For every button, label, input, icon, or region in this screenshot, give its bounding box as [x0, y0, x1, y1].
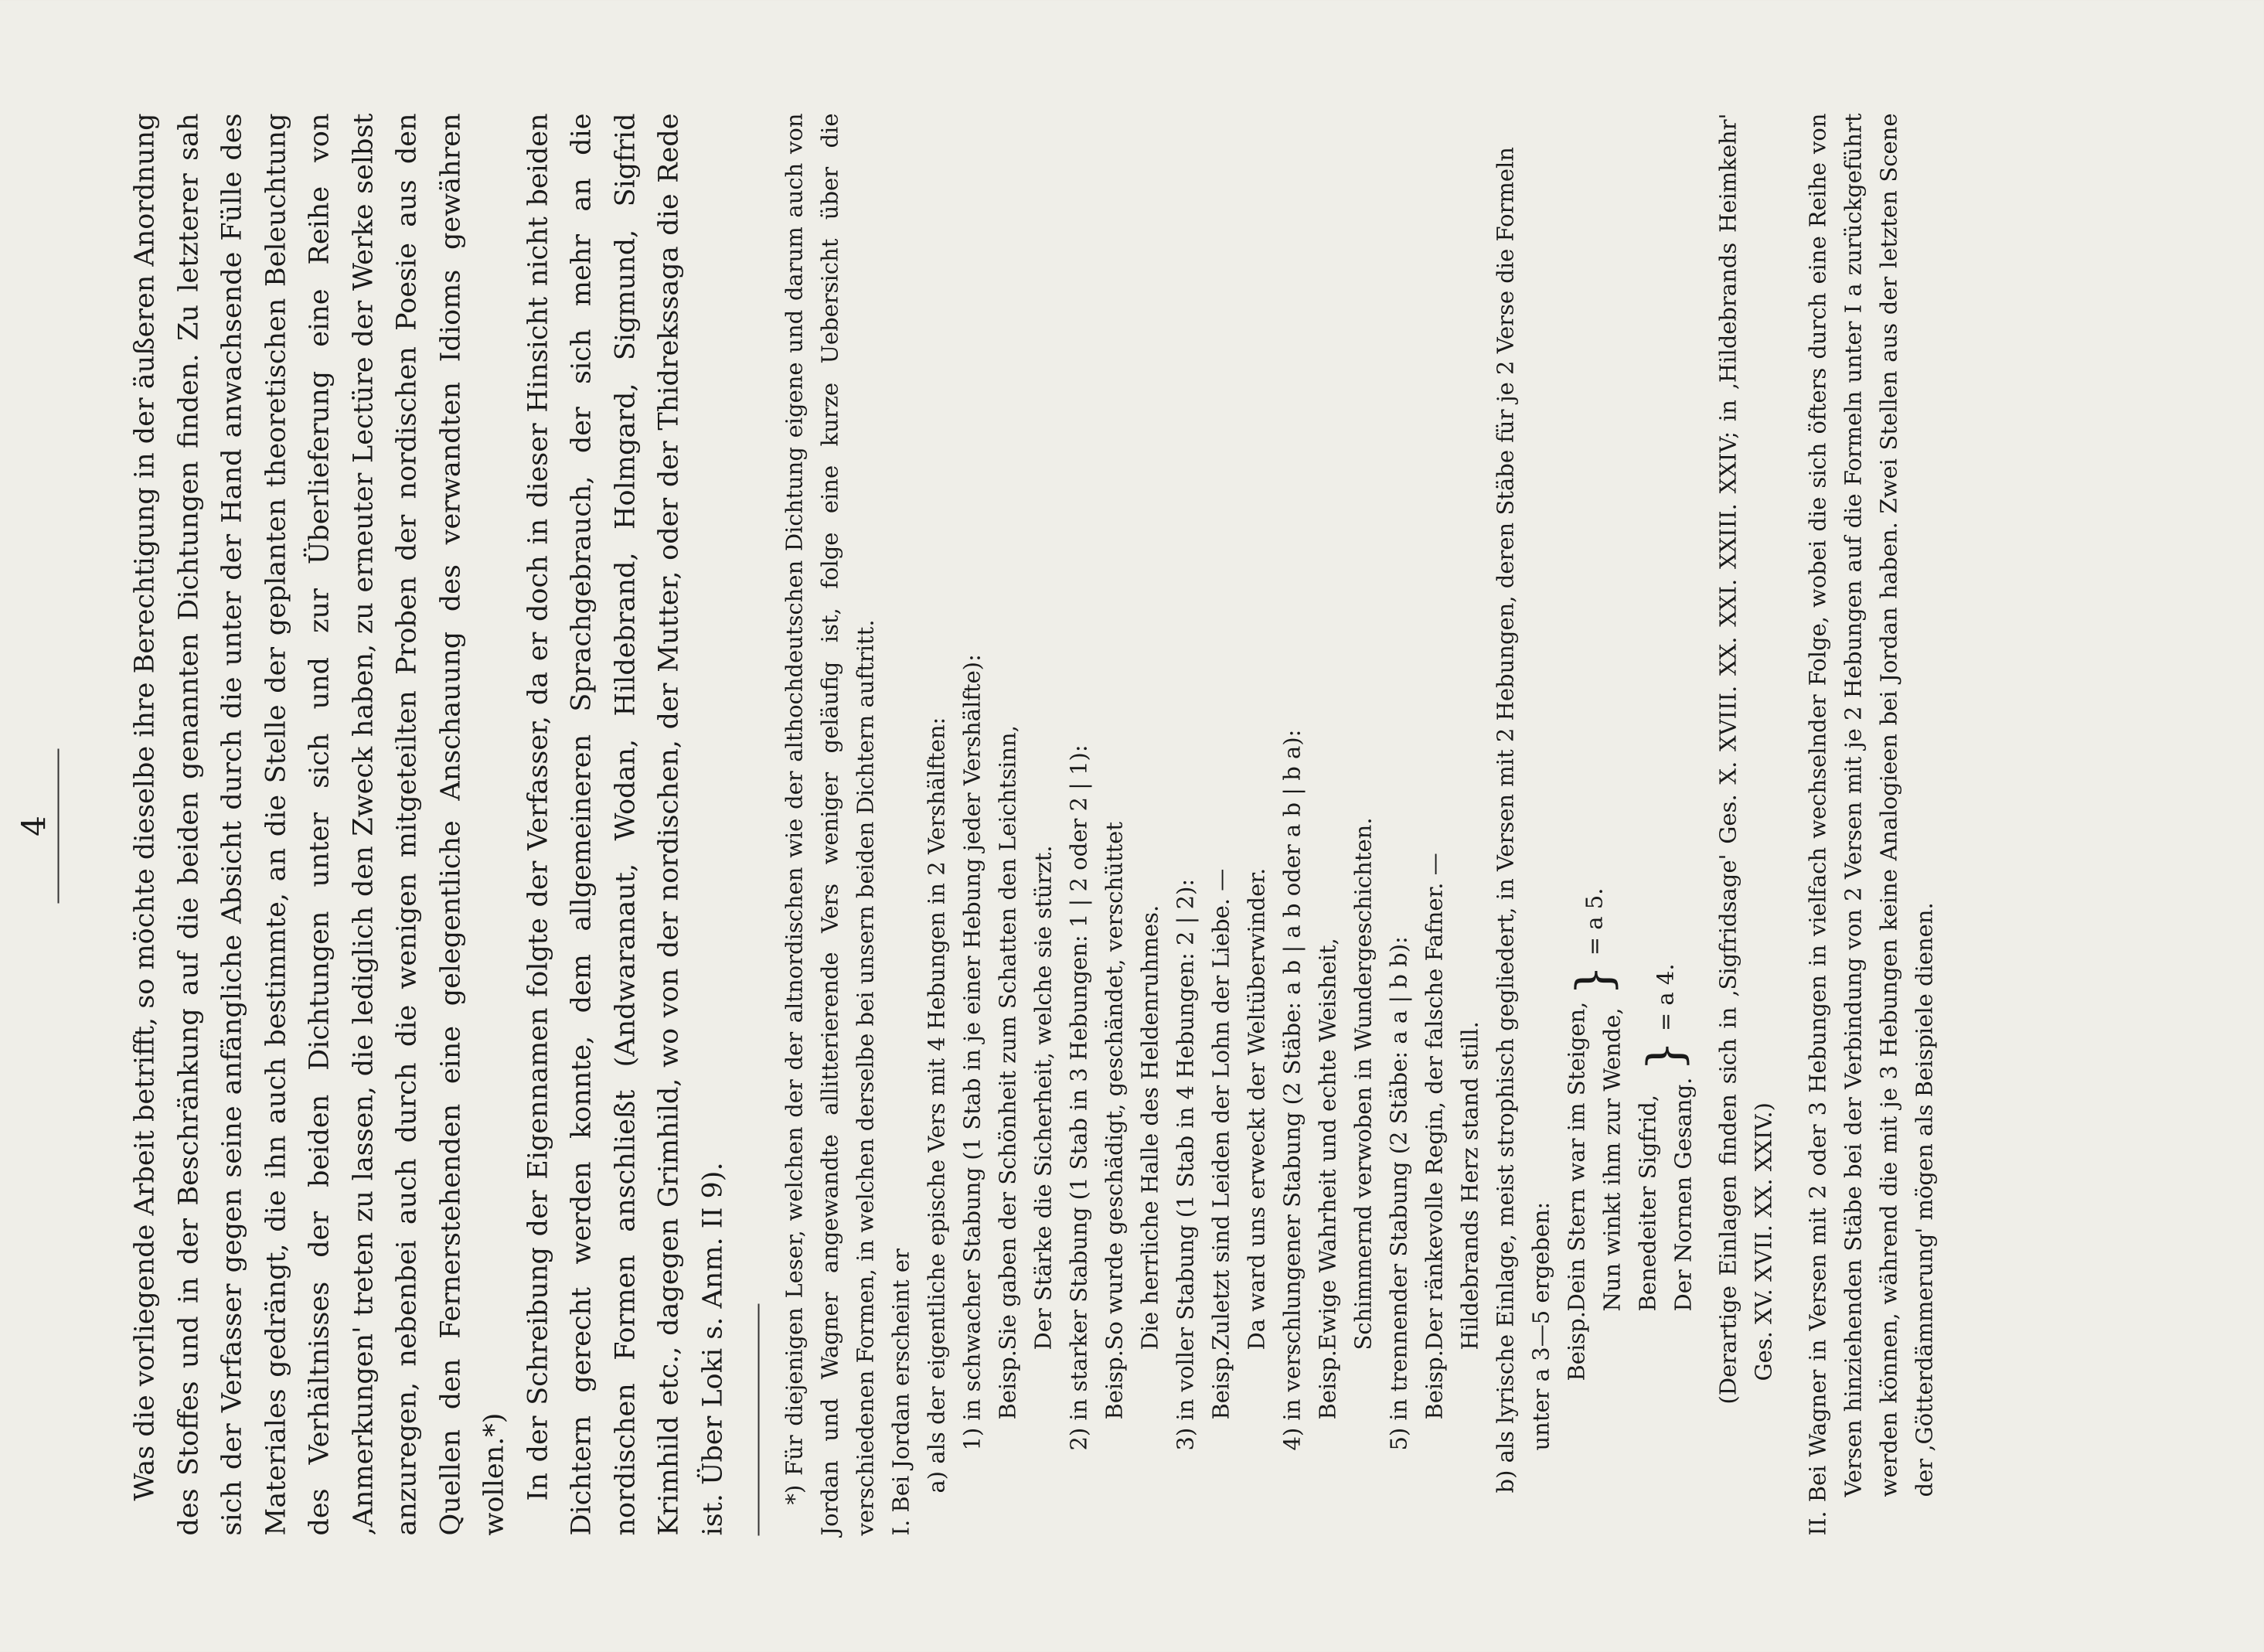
example-label: Beisp.	[1101, 1350, 1128, 1420]
stabung-item	[1381, 114, 1488, 1536]
section-heading: II. Bei Wagner in Versen mit 2 oder 3 Hebungen in vielfach wechselnder Folge, wobei die sich öfters durch eine Reihe von Versen hinziehenden Stäbe bei der Verbindung von 2 Versen mit je 2 Hebungen auf die Formeln unter I a zurückgeführt werden können, während die mit je 3 Hebungen keine Analogieen bei Jordan haben. Zwei Stellen aus der letzten Scene der ‚Götterdämmerung' mögen als Beispiele dienen.	[1804, 113, 1938, 1536]
verse-line: Der ränkevolle Regin, der falsche Fafner. —	[1421, 853, 1448, 1351]
brace-symbol: }	[1636, 1041, 1694, 1071]
example	[1097, 114, 1168, 1451]
verse-line: Benedeiter Sigfrid,	[1634, 1094, 1661, 1312]
footnote	[777, 114, 1942, 1536]
verse-line: Schimmernd verwoben in Wundergeschichten.	[1350, 817, 1377, 1351]
brace-symbol: }	[1565, 965, 1622, 996]
stabung-title: 2) in starker Stabung (1 Stab in 3 Hebungen: 1 | 2 oder 2 | 1):	[1065, 744, 1092, 1451]
example-label: Beisp.	[994, 1350, 1021, 1420]
example-label: Beisp.	[1421, 1350, 1448, 1420]
verse-line: Der Stärke die Sicherheit, welche sie stürzt.	[1030, 845, 1057, 1351]
page-content	[124, 114, 1942, 1536]
page-number-rule	[58, 749, 60, 904]
formula-label: = a 4.	[1652, 963, 1679, 1032]
verse-line: Hildebrands Herz stand still.	[1456, 1021, 1483, 1351]
main-text	[124, 114, 735, 1536]
subsection-heading: a) als der eigentliche epische Vers mit 4 Hebungen in 2 Vershälften:	[923, 717, 950, 1494]
scanned-page	[0, 1, 2264, 1652]
section-heading: I. Bei Jordan erscheint er	[887, 1248, 914, 1536]
verse-line: Zuletzt sind Leiden der Lohn der Liebe. —	[1207, 868, 1234, 1351]
page-number: 4	[15, 816, 53, 836]
verse-line: Sie gaben der Schönheit zum Schatten den Leichtsinn,	[994, 725, 1021, 1351]
subsection-heading: b) als lyrische Einlage, meist strophisch gegliedert, in Versen mit 2 Hebungen, deren Stäbe für je 2 Verse die Formeln unter a 3—5 ergeben:	[1492, 147, 1554, 1494]
verse-group	[1630, 888, 1701, 1312]
stabung-title: 4) in verschlungener Stabung (2 Stäbe: a b | a b oder a b | b a):	[1278, 729, 1306, 1451]
stabung-title: 5) in trennender Stabung (2 Stäbe: a a | b b):	[1385, 936, 1412, 1451]
verse-line: Nun winkt ihm zur Wende,	[1598, 1007, 1626, 1312]
verse-line: So wurde geschädigt, geschändet, verschüttet	[1101, 822, 1128, 1351]
stabung-item	[955, 114, 1061, 1536]
stabung-item	[1275, 114, 1381, 1536]
verse-line: Der Nornen Gesang.	[1670, 1077, 1697, 1312]
example	[1310, 114, 1381, 1451]
footnote-note: (Derartige Einlagen finden sich in ‚Sigfridsage' Ges. X. XVIII. XX. XXI. XXIII. XXIV; in ‚Hildebrands Heimkehr' Ges. XV. XVII. XX. XXIV.)	[1714, 113, 1777, 1405]
verse-group	[1559, 888, 1630, 1312]
lyric-example	[1559, 114, 1701, 1536]
verse-line: Dein Stern war im Steigen,	[1563, 1001, 1590, 1312]
main-paragraph: Was die vorliegende Arbeit betrifft, so möchte dieselbe ihre Berechtigung in der äußeren Anordnung des Stoffes und in der Beschränkung auf die beiden genannten Dichtungen finden. Zu letzterer sah sich der Verfasser gegen seine anfängliche Absicht durch die unter der Hand anwachsende Fülle des Materiales gedrängt, die ihn auch bestimmte, an die Stelle der geplanten theoretischen Beleuchtung des Verhältnisses der beiden Dichtungen unter sich und zur Überlieferung eine Reihe von ‚Anmerkungen' treten zu lassen, die lediglich den Zweck haben, zu erneuter Lectüre der Werke selbst anzuregen, nebenbei auch durch die wenigen mitgeteilten Proben der nordischen Poesie aus den Quellen den Fernerstehenden eine gelegentliche Anschauung des verwandten Idioms gewähren wollen.*)	[129, 113, 510, 1536]
stabung-title: 1) in schwacher Stabung (1 Stab in je einer Hebung jeder Vershälfte):	[958, 654, 986, 1451]
verse-line: Die herrliche Halle des Heldenruhmes.	[1136, 904, 1163, 1351]
stabung-item	[1061, 114, 1168, 1536]
verse-line: Ewige Wahrheit und echte Weisheit,	[1314, 938, 1341, 1351]
footnote-rule	[758, 1304, 760, 1536]
stabung-item	[1168, 114, 1275, 1536]
example	[1417, 114, 1488, 1451]
example-label: Beisp.	[1207, 1350, 1234, 1420]
formula-label: = a 5.	[1581, 887, 1608, 956]
main-paragraph: In der Schreibung der Eigennamen folgte der Verfasser, da er doch in dieser Hinsicht nicht beiden Dichtern gerecht werden konnte, dem allgemeineren Sprachgebrauch, der sich mehr an die nordischen Formen anschließt (Andwaranaut, Wodan, Hildebrand, Holmgard, Sigmund, Sigfrid Krimhild etc., dagegen Grimhild, wo von der nordischen, der Mutter, oder der Thidrekssaga die Rede ist. Über Loki s. Anm. II 9).	[523, 113, 728, 1536]
verse-line: Da ward uns erweckt der Weltüberwinder.	[1243, 867, 1270, 1351]
example	[990, 114, 1061, 1451]
stabung-title: 3) in voller Stabung (1 Stab in 4 Hebungen: 2 | 2):	[1172, 878, 1199, 1451]
example-label: Beisp.	[1563, 1311, 1590, 1381]
footnote-intro: *) Für diejenigen Leser, welchen der der altnordischen wie der althochdeutschen Dichtung eigene und darum auch von Jordan und Wagner angewandte allitterierende Vers weniger geläufig ist, folge eine kurze Uebersicht über die verschiedenen Formen, in welchen derselbe bei unsern beiden Dichtern auftritt.	[781, 113, 879, 1536]
example-label: Beisp.	[1314, 1350, 1341, 1420]
example	[1203, 114, 1275, 1451]
